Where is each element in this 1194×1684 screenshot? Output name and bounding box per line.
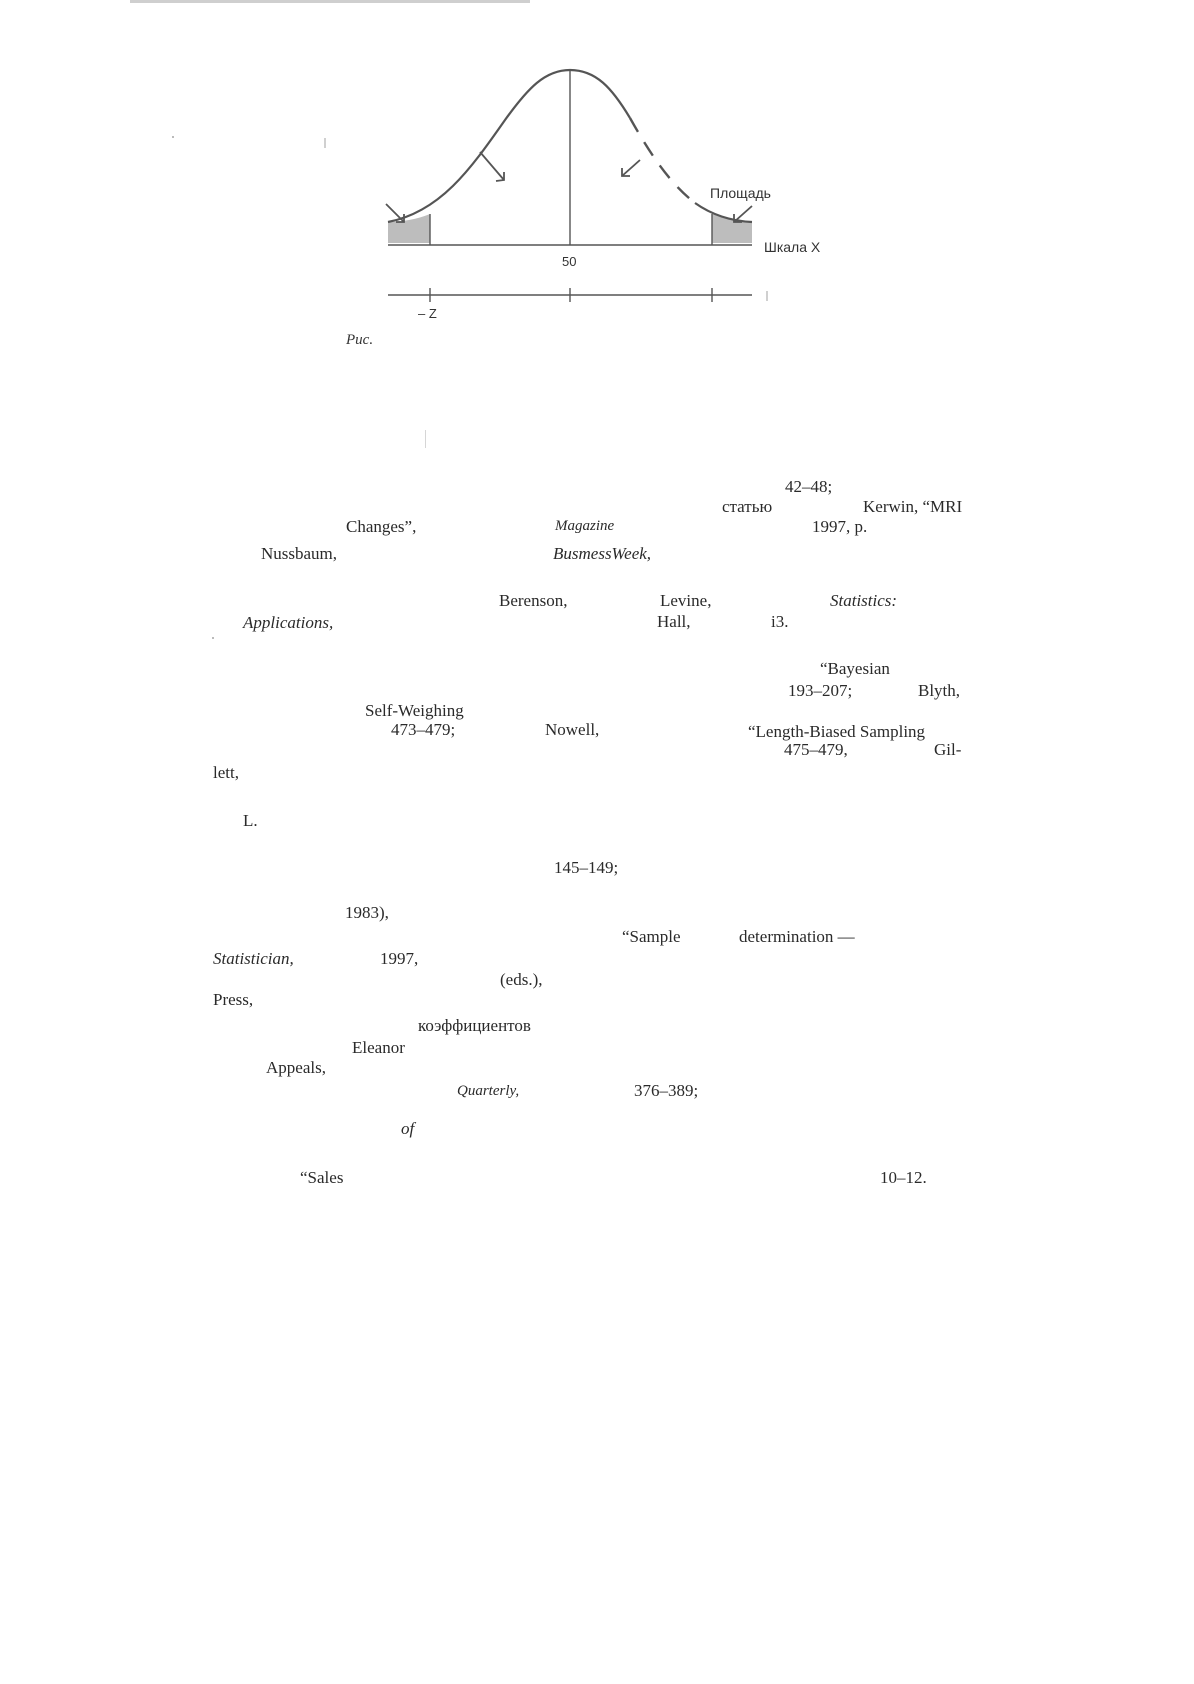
stray-mark (212, 637, 214, 639)
text-fragment: i3. (771, 612, 789, 631)
text-fragment: Applications, (243, 613, 334, 632)
arrow-left-curve (480, 152, 504, 181)
x-scale-label: Шкала X (764, 239, 821, 255)
text-fragment: Levine, (660, 591, 712, 610)
text-fragment: 145–149; (554, 858, 619, 877)
text-fragment: Blyth, (918, 681, 961, 700)
arrow-right-tail (734, 206, 752, 222)
left-tail-shade (388, 214, 430, 243)
text-fragment: Statistician, (213, 949, 294, 968)
text-fragment: 10–12. (880, 1168, 927, 1187)
text-fragment: 376–389; (634, 1081, 699, 1100)
text-fragment: Gil- (934, 740, 962, 759)
text-fragment: Berenson, (499, 591, 568, 610)
text-fragment: Quarterly, (457, 1083, 520, 1099)
text-fragment: “Sales (300, 1168, 344, 1187)
text-fragment: Magazine (555, 518, 615, 534)
text-fragment: Nowell, (545, 720, 600, 739)
text-fragment: 193–207; (788, 681, 853, 700)
text-fragment: статью (722, 497, 773, 516)
text-fragment: lett, (213, 763, 239, 782)
text-fragment: Kerwin, “MRI (863, 497, 963, 516)
text-fragment: 473–479; (391, 720, 456, 739)
text-fragment: BusmessWeek, (553, 544, 652, 563)
arrow-right-curve (622, 160, 640, 176)
text-fragment: коэффициентов (418, 1016, 531, 1035)
text-fragment: Press, (213, 990, 254, 1009)
text-fragment: “Length-Biased Sampling (748, 722, 926, 741)
normal-curve-figure (0, 0, 1194, 380)
text-fragment: (eds.), (500, 970, 543, 989)
normal-curve-diagram (0, 0, 1194, 380)
text-fragment: Self-Weighing (365, 701, 464, 720)
text-fragment: Changes”, (346, 517, 417, 536)
text-fragment: Statistics: (830, 591, 898, 610)
text-fragment: Appeals, (266, 1058, 326, 1077)
text-fragment: 42–48; (785, 477, 833, 496)
text-fragment: 1997, (380, 949, 419, 968)
text-fragment: “Sample (622, 927, 681, 946)
center-value-label: 50 (562, 254, 577, 269)
text-fragment: 1997, p. (812, 517, 868, 536)
stray-mark (425, 430, 426, 448)
text-fragment: of (401, 1119, 415, 1138)
text-fragment: 1983), (345, 903, 389, 922)
text-fragment: Eleanor (352, 1038, 405, 1057)
text-fragment: 475–479, (784, 740, 848, 759)
text-fragment: determination — (739, 927, 855, 946)
text-fragment: L. (243, 811, 258, 830)
curve-left (388, 70, 630, 222)
text-fragment: “Bayesian (820, 659, 890, 678)
figure-caption: Рис. (346, 332, 374, 348)
text-fragment: Hall, (657, 612, 691, 631)
z-label: – Z (418, 306, 437, 321)
area-label: Площадь (710, 185, 771, 201)
text-fragment: Nussbaum, (261, 544, 338, 563)
stray-mark (172, 136, 174, 138)
